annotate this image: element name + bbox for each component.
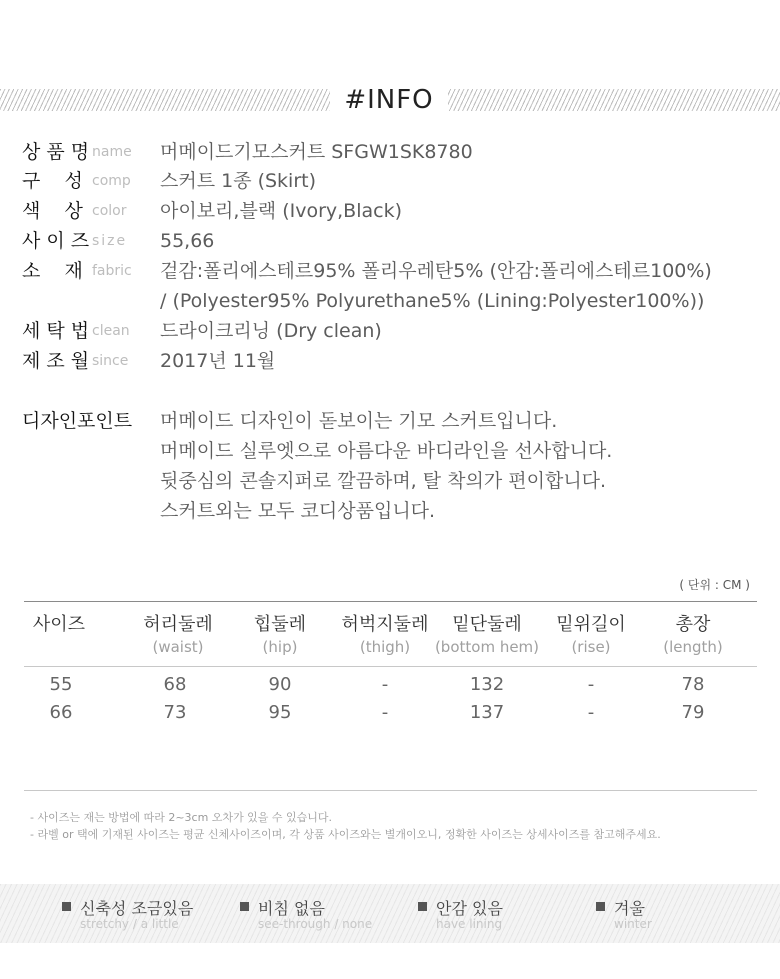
info-value: 2017년 11월: [160, 350, 276, 372]
feature-label-en: have lining: [436, 917, 503, 931]
feature-label: 겨울: [614, 899, 645, 918]
header-hip-en: (hip): [262, 638, 298, 656]
table-cell: 73: [163, 702, 187, 723]
feature-label: 비침 없음: [258, 899, 325, 918]
feature-label-en: see-through / none: [258, 917, 373, 931]
header-hip: 힙둘레: [253, 614, 307, 635]
table-bottom-border: [24, 790, 757, 791]
feature-label-en: stretchy / a little: [80, 917, 179, 931]
table-cell: 66: [49, 702, 73, 723]
header-rise: 밑위길이: [556, 614, 626, 635]
table-cell: 68: [163, 674, 187, 695]
design-point-line: 머메이드 실루엣으로 아름다운 바디라인을 선사합니다.: [160, 440, 613, 462]
unit-label: ( 단위 : CM ): [679, 578, 750, 592]
feature-label: 안감 있음: [436, 899, 503, 918]
note-line: - 사이즈는 재는 방법에 따라 2~3cm 오차가 있을 수 있습니다.: [30, 811, 333, 824]
feature-label: 신축성 조금있음: [80, 899, 194, 918]
design-point-line: 스커트외는 모두 코디상품입니다.: [160, 500, 436, 522]
table-cell: -: [381, 702, 389, 723]
feature-bar: [0, 884, 780, 943]
table-cell: 90: [268, 674, 292, 695]
info-label-en: since: [92, 353, 129, 369]
info-value: 55,66: [160, 230, 215, 252]
header-thigh: 허벅지둘레: [341, 614, 429, 635]
header-waist-en: (waist): [152, 638, 204, 656]
design-point-label: 디자인포인트: [22, 410, 133, 432]
info-label: 세 탁 법: [22, 320, 90, 342]
info-value: 스커트 1종 (Skirt): [160, 170, 317, 192]
info-value: / (Polyester95% Polyurethane5% (Lining:Polyester100%)): [160, 290, 705, 312]
table-cell: -: [587, 674, 595, 695]
info-value: 머메이드기모스커트 SFGW1SK8780: [160, 141, 473, 163]
header-bottom-hem-en: (bottom hem): [434, 638, 540, 656]
header-size: 사이즈: [32, 614, 86, 635]
info-label-en: comp: [92, 173, 131, 189]
table-cell: 137: [469, 702, 505, 723]
table-cell: -: [381, 674, 389, 695]
header-length: 총장: [675, 614, 711, 635]
info-label-en: clean: [92, 323, 130, 339]
info-value: 아이보리,블랙 (Ivory,Black): [160, 200, 403, 222]
table-cell: 79: [681, 702, 705, 723]
info-label-en: color: [92, 203, 127, 219]
square-bullet-icon: [240, 902, 249, 911]
design-point-line: 머메이드 디자인이 돋보이는 기모 스커트입니다.: [160, 410, 558, 432]
square-bullet-icon: [62, 902, 71, 911]
table-cell: 78: [681, 674, 705, 695]
header-thigh-en: (thigh): [359, 638, 411, 656]
square-bullet-icon: [596, 902, 605, 911]
design-point-line: 뒷중심의 콘솔지퍼로 깔끔하며, 탈 착의가 편이합니다.: [160, 470, 607, 492]
table-cell: 55: [49, 674, 73, 695]
info-label: 제 조 월: [22, 350, 90, 372]
info-label: 구 성: [22, 170, 83, 192]
table-cell: 132: [469, 674, 505, 695]
header-length-en: (length): [663, 638, 723, 656]
header-rise-en: (rise): [571, 638, 611, 656]
table-top-border: [24, 601, 757, 602]
info-label: 소 재: [22, 260, 83, 282]
table-header-divider: [24, 666, 757, 667]
note-line: - 라벨 or 택에 기재된 사이즈는 평균 신체사이즈이며, 각 상품 사이즈와는 별개이오니, 정확한 사이즈는 상세사이즈를 참고해주세요.: [30, 828, 661, 841]
info-label: 색 상: [22, 200, 83, 222]
info-value: 드라이크리닝 (Dry clean): [160, 320, 382, 342]
square-bullet-icon: [418, 902, 427, 911]
feature-label-en: winter: [614, 917, 652, 931]
header-waist: 허리둘레: [143, 614, 213, 635]
info-label: 상 품 명: [22, 141, 90, 163]
table-cell: 95: [268, 702, 292, 723]
info-label-en: fabric: [92, 263, 132, 279]
section-title: #INFO: [330, 83, 448, 117]
info-label: 사 이 즈: [22, 230, 90, 252]
info-label-en: name: [92, 144, 132, 160]
info-label-en: size: [92, 233, 128, 249]
header-bottom-hem: 밑단둘레: [452, 614, 522, 635]
table-cell: -: [587, 702, 595, 723]
info-value: 겉감:폴리에스테르95% 폴리우레탄5% (안감:폴리에스테르100%): [160, 260, 712, 282]
